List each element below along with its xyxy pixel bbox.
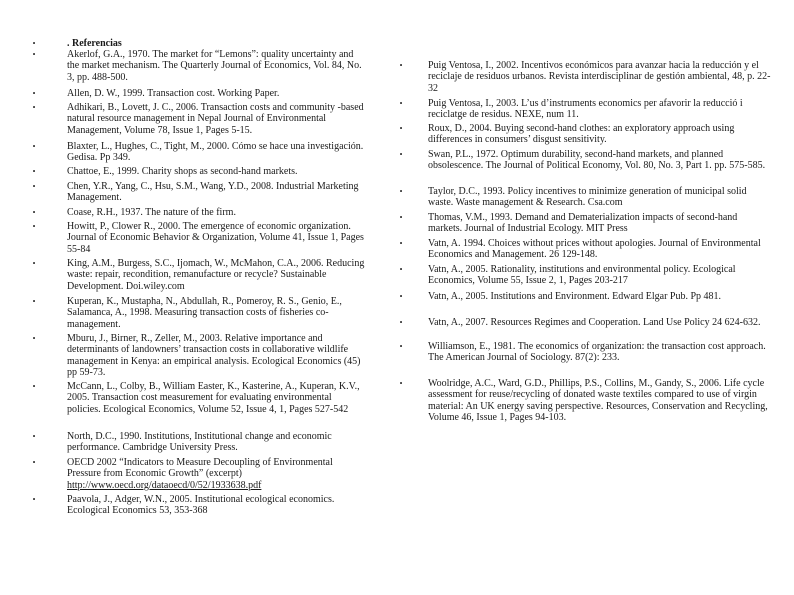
reference-item bbox=[32, 166, 367, 177]
bullet-icon: • bbox=[399, 150, 403, 159]
reference-text: Adhikari, B., Lovett, J. C., 2006. Transaction costs and community -based natural resource management in Nepal Journal of Environmental Management, Volume 78, Issue 1, Pages 5-15. bbox=[67, 102, 364, 136]
reference-text: Paavola, J., Adger, W.N., 2005. Institutional ecological economics. Ecological Economics 53, 353-368 bbox=[67, 494, 335, 517]
reference-item bbox=[399, 212, 773, 235]
reference-text: Chen, Y.R., Yang, C., Hsu, S.M., Wang, Y.D., 2008. Industrial Marketing Management. bbox=[67, 181, 359, 204]
reference-text: Taylor, D.C., 1993. Policy incentives to minimize generation of municipal solid waste. Waste management & Research. Csa.com bbox=[428, 186, 747, 209]
reference-text: Williamson, E., 1981. The economics of organization: the transaction cost approach. The American Journal of Sociology. 87(2): 233. bbox=[428, 341, 766, 364]
reference-item bbox=[32, 258, 367, 292]
bullet-icon: • bbox=[399, 265, 403, 274]
reference-text: Blaxter, L., Hughes, C., Tight, M., 2000. Cómo se hace una investigación. Gedisa. Pp 349. bbox=[67, 141, 364, 164]
bullet-icon: • bbox=[32, 382, 36, 391]
reference-text: Puig Ventosa, I., 2002. Incentivos económicos para avanzar hacia la reducción y el reciclaje de residuos urbanos. Revista interdisciplinar de gestión ambiental, 48, p. 22-32 bbox=[428, 60, 771, 94]
bullet-icon: • bbox=[32, 89, 36, 98]
bullet-icon: • bbox=[32, 103, 36, 112]
reference-item bbox=[32, 381, 367, 415]
reference-text: Roux, D., 2004. Buying second-hand clothes: an exploratory approach using differences in consumers’ disgust sensitivity. bbox=[428, 123, 735, 146]
reference-text: Puig Ventosa, I., 2003. L’us d’instruments economics per afavorir la reducció i reciclatge de residus. NEXE, num 11. bbox=[428, 98, 743, 121]
reference-text: Akerlof, G.A., 1970. The market for “Lemons”: quality uncertainty and the market mechanism. The Quarterly Journal of Economics, Vol. 84, No. 3, pp. 488-500. bbox=[67, 49, 362, 83]
reference-text: Allen, D. W., 1999. Transaction cost. Working Paper. bbox=[67, 88, 280, 99]
bullet-icon: • bbox=[32, 182, 36, 191]
reference-text: Vatn, A. 1994. Choices without prices without apologies. Journal of Environmental Economics and Management. 26 129-148. bbox=[428, 238, 761, 261]
reference-text: Vatn, A., 2005. Institutions and Environment. Edward Elgar Pub. Pp 481. bbox=[428, 291, 722, 302]
bullet-icon: • bbox=[399, 342, 403, 351]
bullet-icon: • bbox=[399, 99, 403, 108]
reference-text: Coase, R.H., 1937. The nature of the firm. bbox=[67, 207, 236, 218]
reference-item bbox=[399, 123, 773, 146]
reference-text: Vatn, A., 2005. Rationality, institutions and environmental policy. Ecological Economics, Volume 55, Issue 2, 1, Pages 203-217 bbox=[428, 264, 736, 287]
reference-item bbox=[399, 238, 773, 261]
reference-item bbox=[399, 149, 773, 172]
bullet-icon: • bbox=[399, 379, 403, 388]
reference-item bbox=[32, 296, 367, 330]
bullet-icon: • bbox=[399, 213, 403, 222]
reference-item bbox=[32, 431, 367, 454]
reference-item bbox=[399, 264, 773, 287]
bullet-icon: • bbox=[399, 61, 403, 70]
bullet-icon: • bbox=[32, 142, 36, 151]
bullet-icon: • bbox=[399, 239, 403, 248]
bullet-icon: • bbox=[32, 432, 36, 441]
bullet-icon: • bbox=[32, 458, 36, 467]
bullet-icon: • bbox=[32, 39, 36, 48]
reference-item bbox=[32, 207, 367, 218]
reference-text: McCann, L., Colby, B., William Easter, K., Kasterine, A., Kuperan, K.V., 2005. Transaction cost measurement for evaluating environmental policies. Ecological Economics, Volume 52, Issue 4, 1, Pages 527-542 bbox=[67, 381, 360, 415]
reference-item bbox=[32, 333, 367, 378]
reference-item bbox=[32, 49, 367, 83]
reference-item bbox=[399, 186, 773, 209]
bullet-icon: • bbox=[32, 208, 36, 217]
references-title: . Referencias bbox=[67, 38, 122, 49]
reference-text: Woolridge, A.C., Ward, G.D., Phillips, P.S., Collins, M., Gandy, S., 2006. Life cycle assessment for reuse/recycling of donated waste textiles compared to use of virgin material: An UK energy saving perspective. Resources, Conservation and Recycling, Volume 46, Issue 1, Pages 94-103. bbox=[428, 378, 768, 423]
reference-item bbox=[32, 457, 367, 491]
bullet-icon: • bbox=[399, 187, 403, 196]
reference-item bbox=[399, 378, 773, 423]
reference-text: Chattoe, E., 1999. Charity shops as second-hand markets. bbox=[67, 166, 298, 177]
reference-item bbox=[32, 494, 367, 517]
bullet-icon: • bbox=[399, 318, 403, 327]
reference-text: Howitt, P., Clower R., 2000. The emergence of economic organization. Journal of Economic Behavior & Organization, Volume 41, Issue 1, Pages 55-84 bbox=[67, 221, 364, 255]
reference-item bbox=[399, 98, 773, 121]
reference-item bbox=[32, 141, 367, 164]
reference-item bbox=[399, 341, 773, 364]
references-title-item bbox=[32, 38, 367, 49]
reference-item bbox=[32, 102, 367, 136]
reference-text: Swan, P.L., 1972. Optimum durability, second-hand markets, and planned obsolescence. The Journal of Political Economy, Vol. 80, No. 3, Part 1. pp. 575-585. bbox=[428, 149, 766, 172]
bullet-icon: • bbox=[399, 124, 403, 133]
reference-item bbox=[399, 317, 773, 328]
reference-text: Thomas, V.M., 1993. Demand and Dematerialization impacts of second-hand markets. Journal of Industrial Ecology. MIT Press bbox=[428, 212, 738, 235]
reference-item bbox=[32, 221, 367, 255]
bullet-icon: • bbox=[32, 334, 36, 343]
reference-item bbox=[399, 60, 773, 94]
reference-text: Kuperan, K., Mustapha, N., Abdullah, R., Pomeroy, R. S., Genio, E., Salamanca, A., 1998. Measuring transaction costs of fisheries co-management. bbox=[67, 296, 342, 330]
reference-item bbox=[32, 181, 367, 204]
bullet-icon: • bbox=[32, 222, 36, 231]
bullet-icon: • bbox=[32, 495, 36, 504]
reference-item bbox=[32, 88, 367, 99]
bullet-icon: • bbox=[32, 297, 36, 306]
oecd-link[interactable]: http://www.oecd.org/dataoecd/0/52/1933638.pdf bbox=[67, 479, 262, 491]
reference-text: OECD 2002 “Indicators to Measure Decoupling of Environmental Pressure from Economic Growth” (excerpt) bbox=[67, 457, 333, 480]
bullet-icon: • bbox=[32, 167, 36, 176]
reference-text: King, A.M., Burgess, S.C., Ijomach, W., McMahon, C.A., 2006. Reducing waste: repair, recondition, remanufacture or recycle? Sustainable Development. Doi.wiley.com bbox=[67, 258, 365, 292]
reference-text: North, D.C., 1990. Institutions, Institutional change and economic performance. Cambridge University Press. bbox=[67, 431, 332, 454]
reference-text: Vatn, A., 2007. Resources Regimes and Cooperation. Land Use Policy 24 624-632. bbox=[428, 317, 761, 328]
reference-text: Mburu, J., Birner, R., Zeller, M., 2003. Relative importance and determinants of landowners’ transaction costs in collaborative wildlife management in Kenya: an empirical analysis. Ecological Economics (45) pp 59-73. bbox=[67, 333, 361, 378]
bullet-icon: • bbox=[32, 50, 36, 59]
reference-item bbox=[399, 291, 773, 302]
bullet-icon: • bbox=[32, 259, 36, 268]
bullet-icon: • bbox=[399, 292, 403, 301]
